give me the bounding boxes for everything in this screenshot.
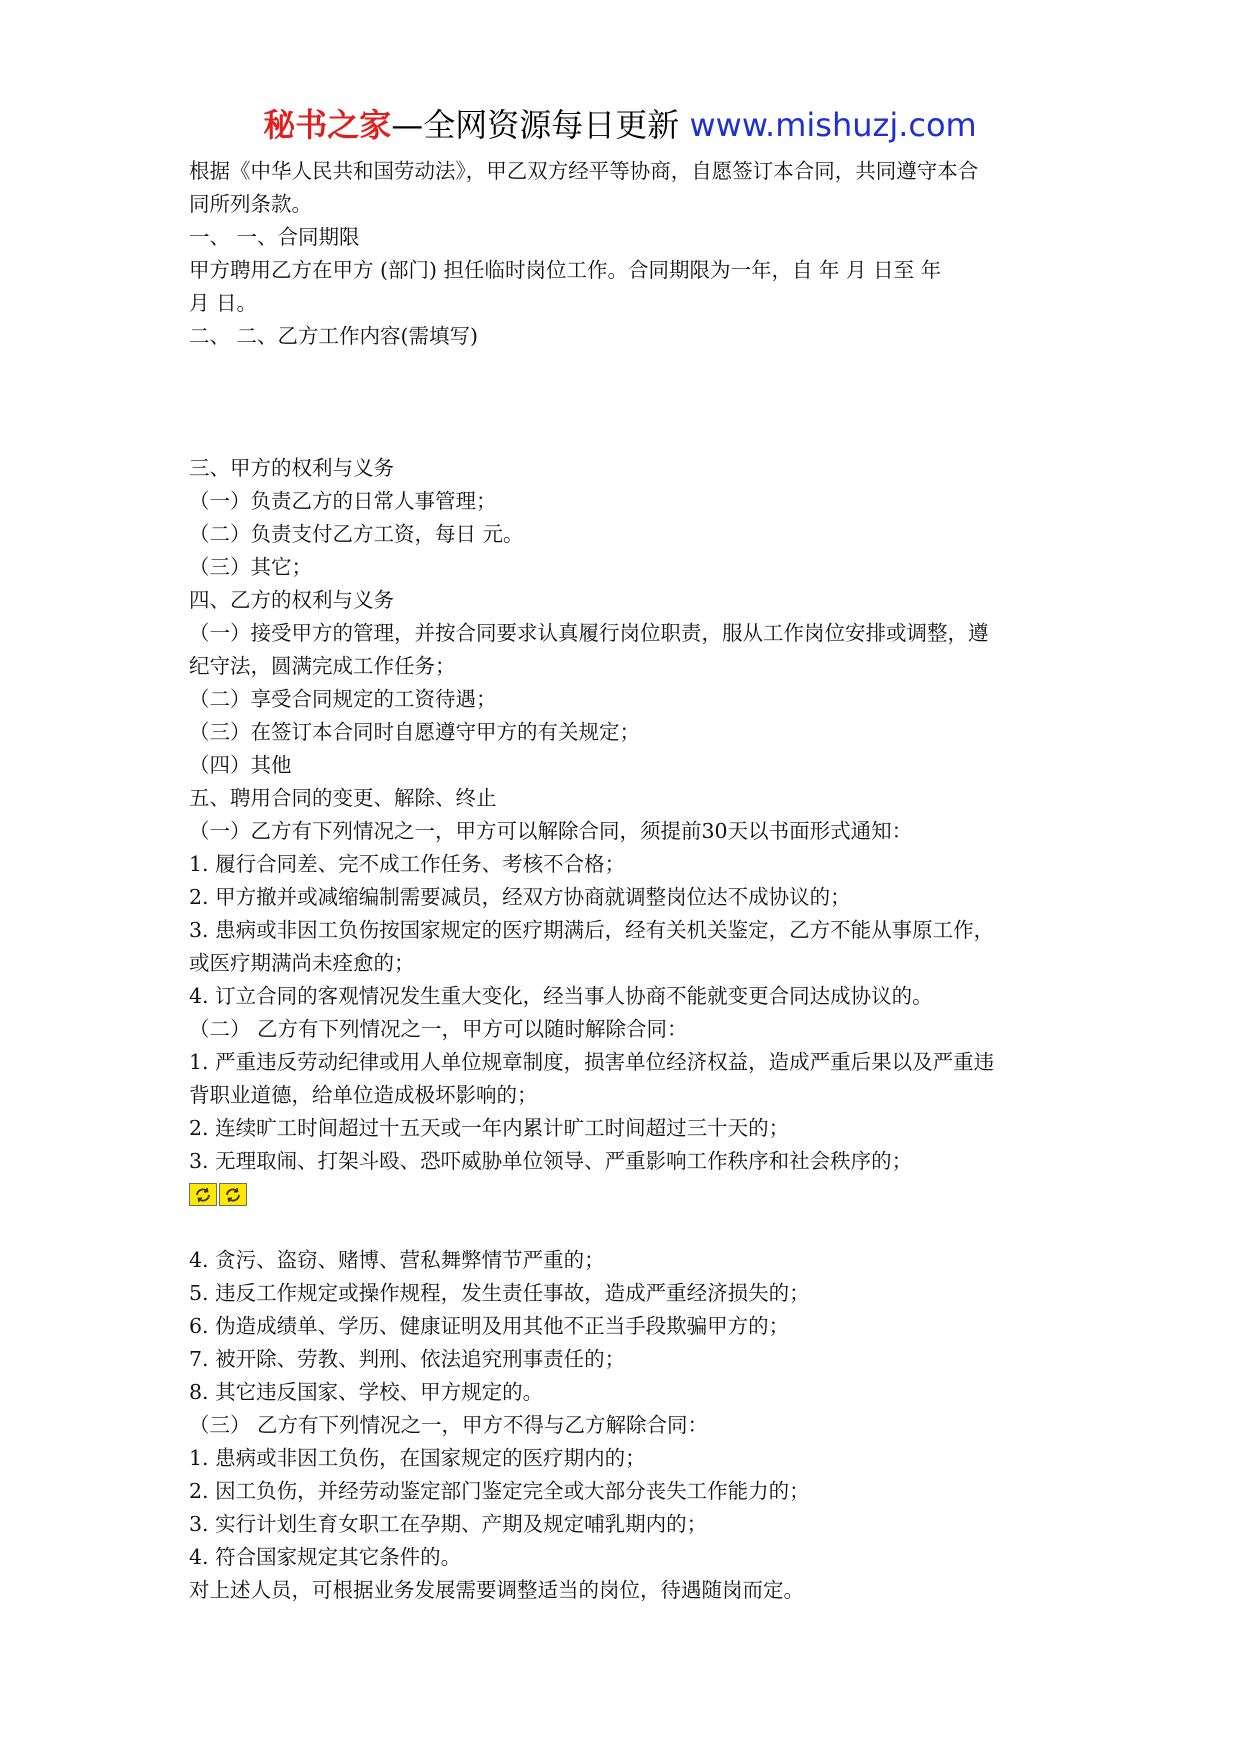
subsection-title: （三） 乙方有下列情况之一，甲方不得与乙方解除合同： (189, 1413, 709, 1437)
list-item: 1. 患病或非因工负伤，在国家规定的医疗期内的； (189, 1446, 646, 1470)
section-5-title: 五、聘用合同的变更、解除、终止 (189, 786, 497, 810)
list-item: （二）负责支付乙方工资，每日 元。 (189, 522, 524, 546)
list-item: （三）在签订本合同时自愿遵守甲方的有关规定； (189, 720, 640, 744)
intro-line: 同所列条款。 (189, 192, 312, 216)
list-item: 3. 患病或非因工负伤按国家规定的医疗期满后，经有关机关鉴定，乙方不能从事原工作， (189, 918, 995, 942)
list-item: （一）负责乙方的日常人事管理； (189, 489, 497, 513)
list-item: 3. 无理取闹、打架斗殴、恐吓威胁单位领导、严重影响工作秩序和社会秩序的； (189, 1149, 913, 1173)
refresh-icon[interactable] (189, 1183, 217, 1206)
header-slogan: —全网资源每日更新 (391, 106, 690, 144)
spacer (189, 1211, 1059, 1244)
list-item: 纪守法，圆满完成工作任务； (189, 654, 456, 678)
list-item: 5. 违反工作规定或操作规程，发生责任事故，造成严重经济损失的； (189, 1281, 810, 1305)
list-item: （二）享受合同规定的工资待遇； (189, 687, 497, 711)
contract-body (189, 155, 1059, 1607)
section-1-text: 甲方聘用乙方在甲方 (部门) 担任临时岗位工作。合同期限为一年，自 年 月 日至 年 (189, 258, 942, 282)
refresh-icon[interactable] (219, 1183, 247, 1206)
list-item: 背职业道德，给单位造成极坏影响的； (189, 1083, 538, 1107)
section-4-title: 四、乙方的权利与义务 (189, 588, 394, 612)
list-item: 2. 甲方撤并或减缩编制需要减员，经双方协商就调整岗位达不成协议的； (189, 885, 851, 909)
section-1-title: 一、 一、合同期限 (189, 225, 360, 249)
intro-line: 根据《中华人民共和国劳动法》，甲乙双方经平等协商，自愿签订本合同，共同遵守本合 (189, 159, 979, 183)
closing-text: 对上述人员，可根据业务发展需要调整适当的岗位，待遇随岗而定。 (189, 1578, 804, 1602)
section-2-title: 二、 二、乙方工作内容(需填写) (189, 324, 479, 348)
list-item: 3. 实行计划生育女职工在孕期、产期及规定哺乳期内的； (189, 1512, 708, 1536)
blank-fill-area (189, 353, 1059, 452)
section-3-title: 三、甲方的权利与义务 (189, 456, 394, 480)
list-item: 2. 连续旷工时间超过十五天或一年内累计旷工时间超过三十天的； (189, 1116, 790, 1140)
list-item: 6. 伪造成绩单、学历、健康证明及用其他不正当手段欺骗甲方的； (189, 1314, 790, 1338)
list-item: 1. 履行合同差、完不成工作任务、考核不合格； (189, 852, 626, 876)
list-item: 8. 其它违反国家、学校、甲方规定的。 (189, 1380, 544, 1404)
list-item: （四）其他 (189, 753, 292, 777)
subsection-title: （一）乙方有下列情况之一，甲方可以解除合同，须提前30天以书面形式通知： (189, 819, 913, 843)
list-item: （三）其它； (189, 555, 312, 579)
list-item: 2. 因工负伤，并经劳动鉴定部门鉴定完全或大部分丧失工作能力的； (189, 1479, 810, 1503)
section-1-text: 月 日。 (189, 291, 258, 315)
list-item: 或医疗期满尚未痊愈的； (189, 951, 415, 975)
list-item: 4. 符合国家规定其它条件的。 (189, 1545, 462, 1569)
header-url[interactable]: www.mishuzj.com (689, 106, 977, 144)
embedded-icon-row (189, 1178, 1059, 1211)
subsection-title: （二） 乙方有下列情况之一，甲方可以随时解除合同： (189, 1017, 688, 1041)
brand-name: 秘书之家 (263, 106, 392, 144)
watermark-header (0, 100, 1240, 150)
list-item: 7. 被开除、劳教、判刑、依法追究刑事责任的； (189, 1347, 626, 1371)
list-item: （一）接受甲方的管理，并按合同要求认真履行岗位职责，服从工作岗位安排或调整，遵 (189, 621, 989, 645)
list-item: 4. 订立合同的客观情况发生重大变化，经当事人协商不能就变更合同达成协议的。 (189, 984, 933, 1008)
list-item: 4. 贪污、盗窃、赌博、营私舞弊情节严重的； (189, 1248, 605, 1272)
list-item: 1. 严重违反劳动纪律或用人单位规章制度，损害单位经济权益，造成严重后果以及严重违 (189, 1050, 995, 1074)
